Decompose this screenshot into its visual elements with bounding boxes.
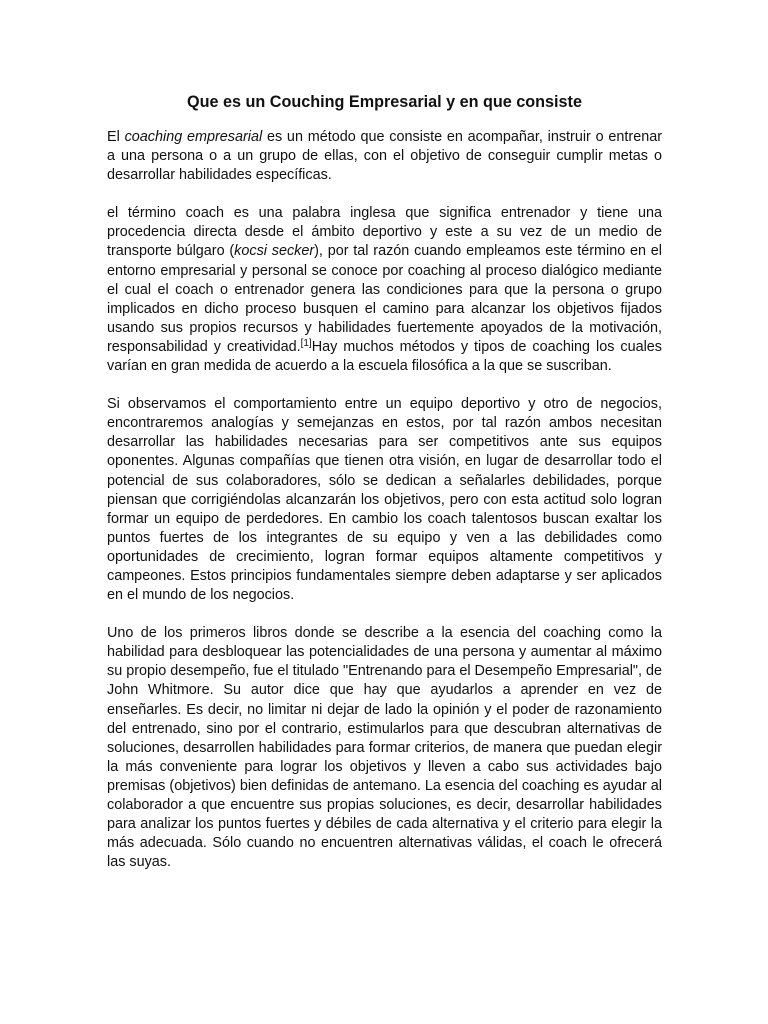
paragraph-2-part-1: el término coach es una palabra inglesa que significa entrenador y tiene una procedencia directa desde el ámbito deportivo y este a su vez de un medio de transporte búlgaro ( (107, 205, 662, 260)
paragraph-1-term: coaching empresarial (124, 129, 263, 145)
citation-link[interactable]: [1] (300, 337, 312, 349)
paragraph-3: Si observamos el comportamiento entre un equipo deportivo y otro de negocios, encontraremos analogías y semejanzas en estos, por tal razón ambos necesitan desarrollar las habilidades necesarias para ser competitivos ante sus equipos oponentes. Algunas compañías que tienen otra visión, en lugar de desarrollar todo el potencial de sus colaboradores, sólo se dedican a señalarles debilidades, porque piensan que corrigiéndolas alcanzarán los objetivos, pero con esta actitud solo logran formar un equipo de perdedores. En cambio los coach talentosos buscan exaltar los puntos fuertes de los integrantes de su equipo y ven a las debilidades como oportunidades de crecimiento, logran formar equipos altamente competitivos y campeones. Estos principios fundamentales siempre deben adaptarse y ser aplicados en el mundo de los negocios. (107, 396, 662, 604)
document-title: Que es un Couching Empresarial y en que consiste (187, 93, 582, 111)
paragraph-2-part-3: Hay muchos métodos y tipos de coaching los cuales varían en gran medida de acuerdo a la escuela filosófica a la que se suscriban. (107, 338, 662, 375)
paragraph-2-part-2: ), por tal razón cuando empleamos este término en el entorno empresarial y personal se conoce por coaching al proceso dialógico mediante el cual el coach o entrenador genera las condiciones para que la persona o grupo implicados en dicho proceso busquen el camino para alcanzar los objetivos fijados usando sus propios recursos y habilidades fuertemente apoyados de la motivación, responsabilidad y creatividad. (107, 243, 663, 355)
paragraph-2 (107, 204, 662, 376)
paragraph-2-term: kocsi secker (234, 243, 315, 260)
paragraph-1 (107, 128, 662, 185)
paragraph-1-rest: es un método que consiste en acompañar, instruir o entrenar a una persona o a un grupo de ellas, con el objetivo de conseguir cumplir metas o desarrollar habilidades específicas. (107, 129, 662, 184)
paragraph-4: Uno de los primeros libros donde se describe a la esencia del coaching como la habilidad para desbloquear las potencialidades de una persona y aumentar al máximo su propio desempeño, fue el titulado "Entrenando para el Desempeño Empresarial", de John Whitmore. Su autor dice que hay que ayudarlos a aprender en vez de enseñarles. Es decir, no limitar ni dejar de lado la opinión y el poder de razonamiento del entrenado, sino por el contrario, estimularlos para que descubran alternativas de soluciones, desarrollen habilidades para formar criterios, de manera que puedan elegir la más conveniente para lograr los objetivos y lleven a cabo sus actividades bajo premisas (objetivos) bien definidas de antemano. La esencia del coaching es ayudar al colaborador a que encuentre sus propias soluciones, es decir, desarrollar habilidades para analizar los puntos fuertes y débiles de cada alternativa y el criterio para elegir la más adecuada. Sólo cuando no encuentren alternativas válidas, el coach le ofrecerá las suyas. (107, 625, 663, 871)
paragraph-1-lead: El (107, 129, 125, 145)
